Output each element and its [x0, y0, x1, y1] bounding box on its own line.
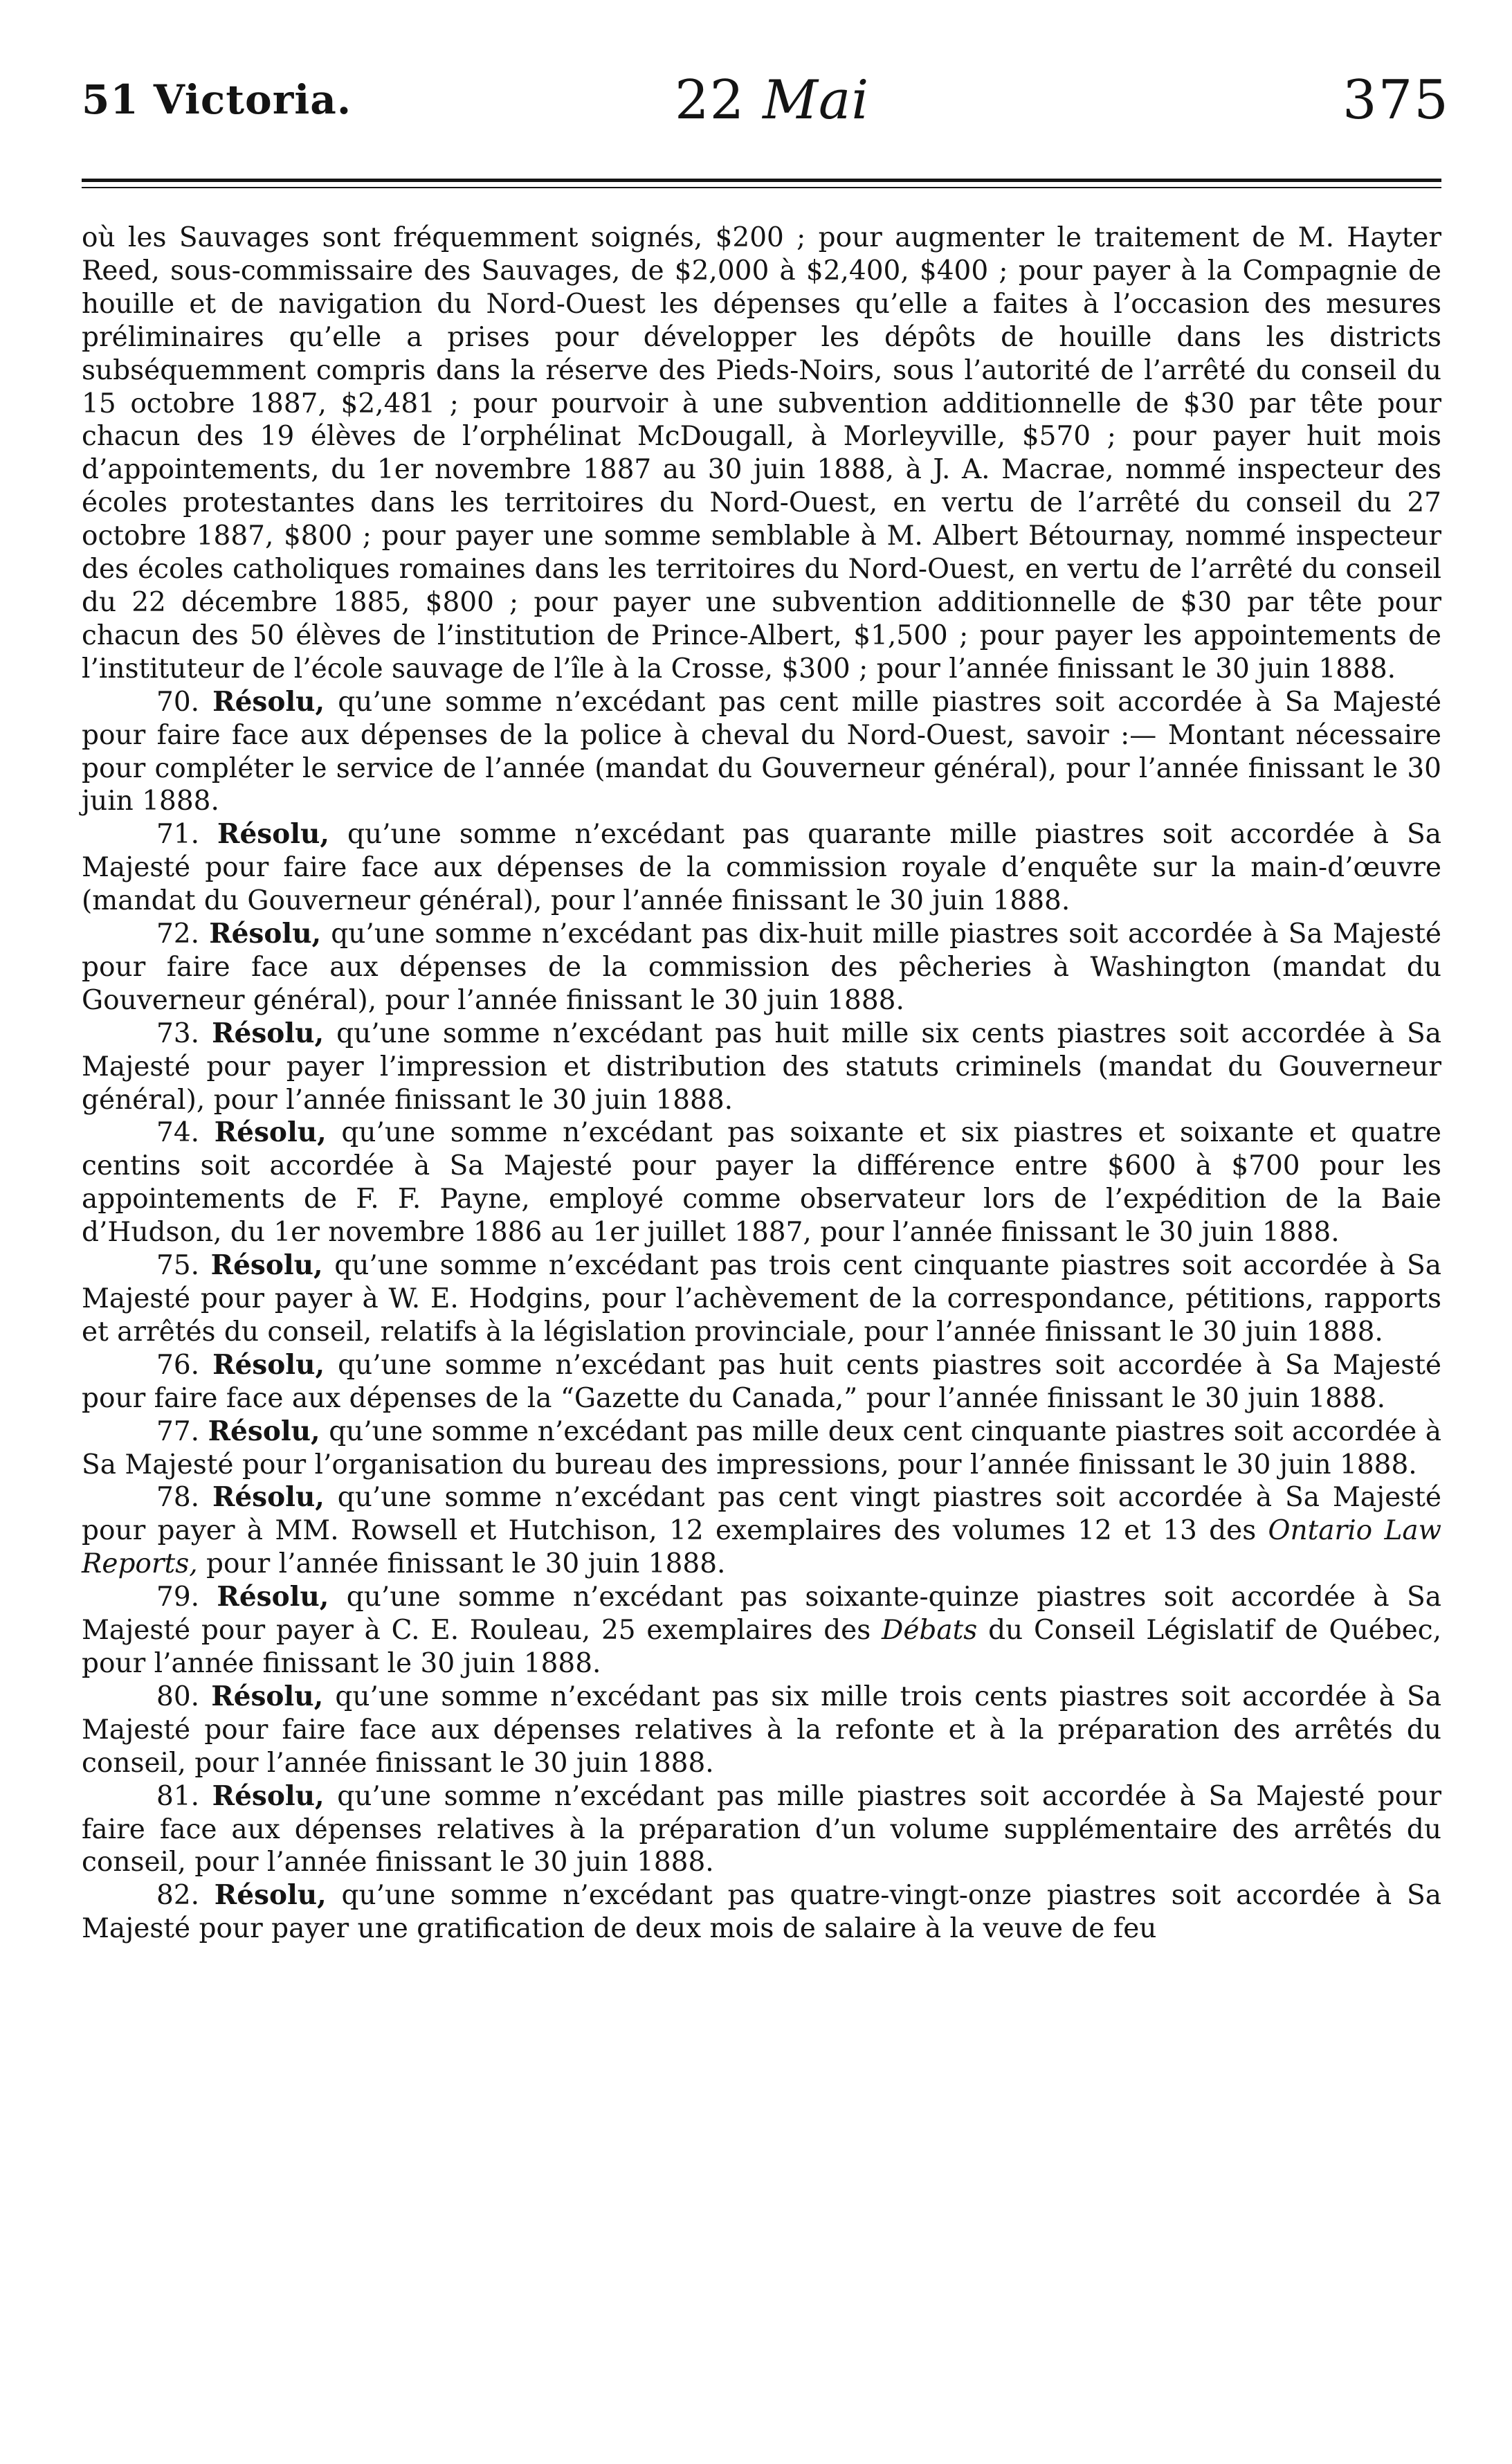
resolution-word: Résolu,	[212, 685, 325, 718]
date-month: Mai	[763, 69, 870, 132]
resolution-word: Résolu,	[211, 1680, 324, 1712]
resolution-text: qu’une somme n’excédant pas soixante et six piastres et soixante et quatre centins soit accordée à Sa Majesté pour payer la différence entre $600 à $700 pour les appointements de F. F. Payne, employé comme observateur lors de l’expédition de la Baie d’Hudson, du 1er novembre 1886 au 1er juillet 1887, pour l’année finissant le 30 juin 1888.	[82, 1117, 1442, 1249]
resolution-76	[82, 1349, 1441, 1415]
resolution-number: 74.	[156, 1117, 200, 1149]
publication-title: Débats	[882, 1615, 978, 1647]
resolution-text: qu’une somme n’excédant pas soixante-quinze piastres soit accordée à Sa Majesté pour payer à C. E. Rouleau, 25 exemplaires des	[82, 1582, 1441, 1647]
resolution-number: 80.	[156, 1681, 200, 1712]
resolution-text: qu’une somme n’excédant pas dix-huit mille piastres soit accordée à Sa Majesté pour faire face aux dépenses de la commission des pêcheries à Washington (mandat du Gouverneur général), pour l’année finissant le 30 juin 1888.	[82, 918, 1441, 1016]
resolution-82	[82, 1879, 1441, 1946]
resolution-number: 78.	[156, 1482, 200, 1514]
resolution-text: qu’une somme n’excédant pas mille deux cent cinquante piastres soit accordée à Sa Majesté pour l’organisation du bureau des impressions, pour l’année finissant le 30 juin 1888.	[82, 1415, 1441, 1480]
running-header	[0, 69, 1512, 132]
resolution-word: Résolu,	[212, 1481, 325, 1514]
resolution-number: 70.	[156, 686, 200, 718]
resolution-word: Résolu,	[212, 1017, 325, 1049]
resolution-text: qu’une somme n’excédant pas trois cent cinquante piastres soit accordée à Sa Majesté pour payer à W. E. Hodgins, pour l’achèvement de la correspondance, pétitions, rapports et arrêtés du conseil, relatifs à la législation provinciale, pour l’année finissant le 30 juin 1888.	[82, 1250, 1441, 1348]
body-text	[82, 221, 1441, 1946]
resolution-71	[82, 818, 1441, 918]
header-rule-thin	[82, 187, 1441, 188]
resolution-word: Résolu,	[210, 1249, 323, 1282]
resolution-text: qu’une somme n’excédant pas six mille trois cents piastres soit accordée à Sa Majesté pour faire face aux dépenses relatives à la refonte et à la préparation des arrêtés du conseil, pour l’année finissant le 30 juin 1888.	[82, 1681, 1441, 1779]
resolution-72	[82, 918, 1441, 1017]
resolution-text: qu’une somme n’excédant pas mille piastres soit accordée à Sa Majesté pour faire face aux dépenses relatives à la préparation d’un volume supplémentaire des arrêtés du conseil, pour l’année finissant le 30 juin 1888.	[82, 1780, 1442, 1878]
resolution-78	[82, 1481, 1441, 1581]
resolution-number: 71.	[156, 819, 200, 851]
resolution-74	[82, 1116, 1441, 1249]
resolution-word: Résolu,	[214, 1879, 327, 1912]
resolution-text: qu’une somme n’excédant pas cent mille piastres soit accordée à Sa Majesté pour faire face aux dépenses de la police à cheval du Nord-Ouest, savoir :— Montant nécessaire pour compléter le service de l’année (mandat du Gouverneur général), pour l’année finissant le 30 juin 1888.	[82, 686, 1441, 817]
date-day: 22	[675, 69, 745, 132]
resolution-word: Résolu,	[212, 1779, 325, 1812]
resolution-text-end: du Conseil Législatif de Québec, pour l’année finissant le 30 juin 1888.	[82, 1615, 1441, 1679]
resolution-text-end: pour l’année finissant le 30 juin 1888.	[206, 1548, 726, 1580]
resolution-number: 75.	[156, 1250, 200, 1282]
resolution-text: qu’une somme n’excédant pas cent vingt piastres soit accordée à Sa Majesté pour payer à MM. Rowsell et Hutchison, 12 exemplaires des volumes 12 et 13 des	[82, 1482, 1441, 1547]
resolution-number: 72.	[156, 918, 200, 950]
resolution-number: 73.	[156, 1017, 200, 1049]
continuation-paragraph: où les Sauvages sont fréquemment soignés, $200 ; pour augmenter le traitement de M. Hayter Reed, sous-commissaire des Sauvages, de $2,000 à $2,400, $400 ; pour payer à la Compagnie de houille et de navigation du Nord-Ouest les dépenses qu’elle a faites à l’occasion des mesures préliminaires qu’elle a prises pour développer les dépôts de houille dans les districts subséquemment compris dans la réserve des Pieds-Noirs, sous l’autorité de l’arrêté du conseil du 15 octobre 1887, $2,481 ; pour pourvoir à une subvention additionnelle de $30 par tête pour chacun des 19 élèves de l’orphélinat McDougall, à Morleyville, $570 ; pour payer huit mois d’appointements, du 1er novembre 1887 au 30 juin 1888, à J. A. Macrae, nommé inspecteur des écoles protestantes dans les territoires du Nord-Ouest, en vertu de l’arrêté du conseil du 27 octobre 1887, $800 ; pour payer une somme semblable à M. Albert Bétournay, nommé inspecteur des écoles catholiques romaines dans les territoires du Nord-Ouest, en vertu de l’arrêté du conseil du 22 décembre 1885, $800 ; pour payer une subvention additionnelle de $30 par tête pour chacun des 50 élèves de l’institution de Prince-Albert, $1,500 ; pour payer les appointements de l’instituteur de l’école sauvage de l’île à la Crosse, $300 ; pour l’année finissant le 30 juin 1888.	[82, 222, 1441, 685]
resolution-number: 79.	[156, 1582, 200, 1613]
resolution-number: 81.	[156, 1780, 200, 1812]
resolution-word: Résolu,	[208, 1415, 320, 1447]
resolution-word: Résolu,	[212, 1348, 325, 1381]
resolution-word: Résolu,	[209, 918, 322, 950]
resolution-73	[82, 1017, 1441, 1117]
session-label: 51 Victoria.	[82, 76, 352, 123]
resolution-word: Résolu,	[214, 1116, 327, 1149]
resolution-75	[82, 1249, 1441, 1349]
resolution-text: qu’une somme n’excédant pas huit cents piastres soit accordée à Sa Majesté pour faire face aux dépenses de la “Gazette du Canada,” pour l’année finissant le 30 juin 1888.	[82, 1349, 1441, 1414]
header-rule-thick	[82, 179, 1441, 182]
resolution-70	[82, 686, 1441, 819]
resolution-number: 76.	[156, 1349, 200, 1381]
resolution-81	[82, 1780, 1441, 1880]
page-date	[675, 69, 869, 132]
resolution-number: 77.	[156, 1415, 200, 1447]
resolution-77	[82, 1415, 1441, 1482]
resolution-text: qu’une somme n’excédant pas quarante mille piastres soit accordée à Sa Majesté pour faire face aux dépenses de la commission royale d’enquête sur la main-d’œuvre (mandat du Gouverneur général), pour l’année finissant le 30 juin 1888.	[82, 819, 1441, 917]
publication-title: Ontario Law Reports,	[82, 1515, 1441, 1580]
resolution-text: qu’une somme n’excédant pas huit mille six cents piastres soit accordée à Sa Majesté pour payer l’impression et distribution des statuts criminels (mandat du Gouverneur général), pour l’année finissant le 30 juin 1888.	[82, 1017, 1442, 1116]
resolution-80	[82, 1681, 1441, 1780]
resolution-number: 82.	[156, 1880, 200, 1912]
resolution-text: qu’une somme n’excédant pas quatre-vingt-onze piastres soit accordée à Sa Majesté pour payer une gratification de deux mois de salaire à la veuve de feu	[82, 1880, 1441, 1945]
page-number: 375	[1342, 69, 1450, 132]
resolution-word: Résolu,	[217, 1581, 329, 1613]
resolution-79	[82, 1581, 1441, 1681]
resolution-word: Résolu,	[217, 818, 329, 851]
